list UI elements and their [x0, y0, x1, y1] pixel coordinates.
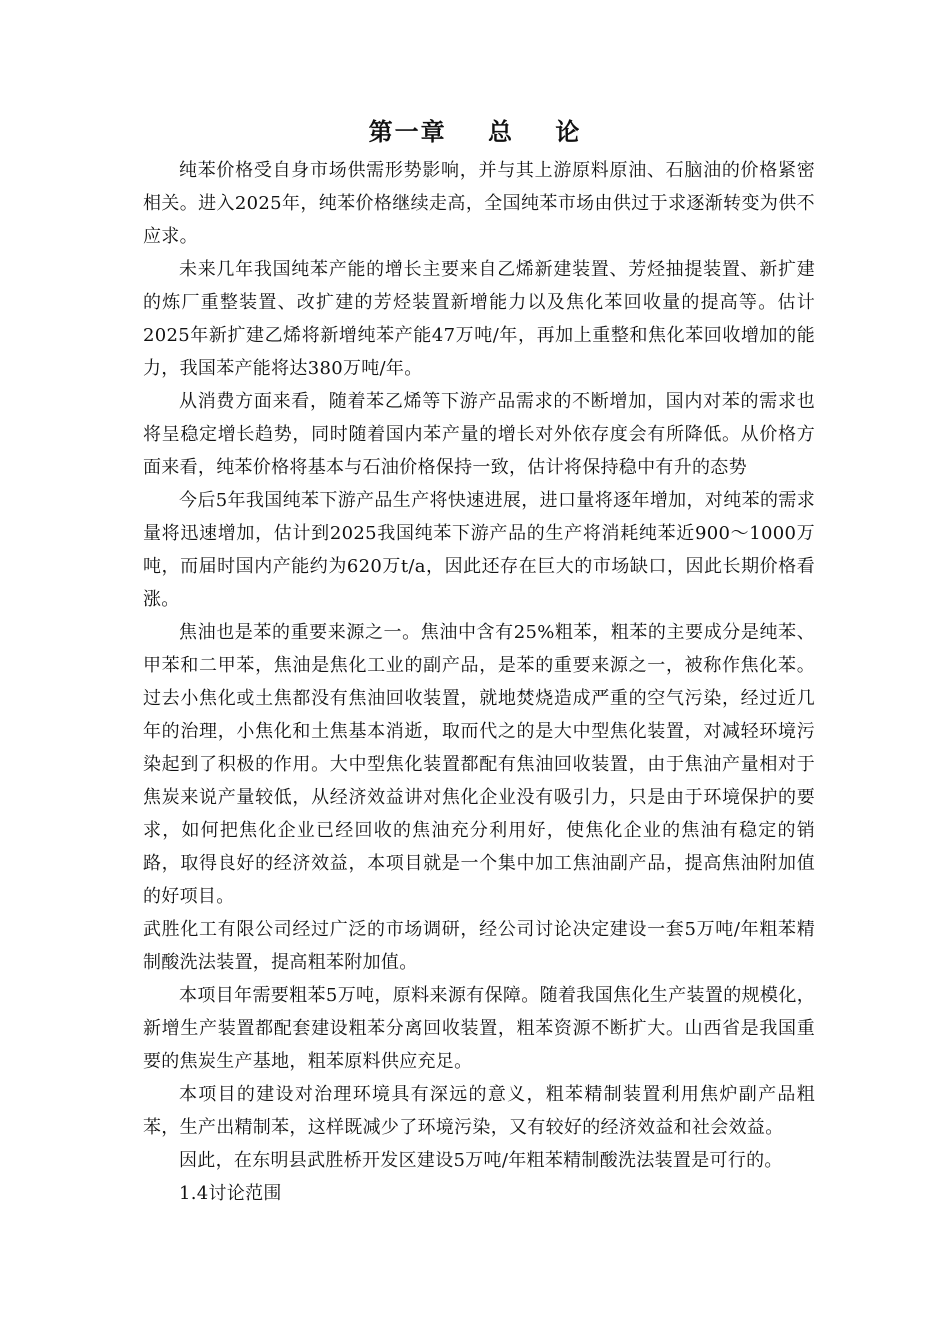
- section-heading: 1.4讨论范围: [179, 1183, 282, 1204]
- paragraph-5: 焦油也是苯的重要来源之一。焦油中含有25%粗苯，粗苯的主要成分是纯苯、甲苯和二甲苯，焦油是焦化工业的副产品，是苯的重要来源之一，被称作焦化苯。过去小焦化或土焦都没有焦油回收装置，就地焚烧造成严重的空气污染，经过近几年的治理，小焦化和土焦基本消逝，取而代之的是大中型焦化装置，对减轻环境污染起到了积极的作用。大中型焦化装置都配有焦油回收装置，由于焦油产量相对于焦炭来说产量较低，从经济效益讲对焦化企业没有吸引力，只是由于环境保护的要求，如何把焦化企业已经回收的焦油充分利用好，使焦化企业的焦油有稳定的销路，取得良好的经济效益，本项目就是一个集中加工焦油副产品，提高焦油附加值的好项目。: [143, 622, 815, 907]
- paragraph-6: 武胜化工有限公司经过广泛的市场调研，经公司讨论决定建设一套5万吨/年粗苯精制酸洗法装置，提高粗苯附加值。: [143, 919, 815, 973]
- paragraph-3: 从消费方面来看，随着苯乙烯等下游产品需求的不断增加，国内对苯的需求也将呈稳定增长趋势，同时随着国内苯产量的增长对外依存度会有所降低。从价格方面来看，纯苯价格将基本与石油价格保持一致，估计将保持稳中有升的态势: [143, 391, 815, 478]
- paragraph-1: 纯苯价格受自身市场供需形势影响，并与其上游原料原油、石脑油的价格紧密相关。进入2025年，纯苯价格继续走高，全国纯苯市场由供过于求逐渐转变为供不应求。: [143, 160, 815, 247]
- chapter-title: 第一章 总 论: [368, 118, 582, 146]
- paragraph-4: 今后5年我国纯苯下游产品生产将快速进展，进口量将逐年增加，对纯苯的需求量将迅速增加，估计到2025我国纯苯下游产品的生产将消耗纯苯近900～1000万吨，而届时国内产能约为620万t/a，因此还存在巨大的市场缺口，因此长期价格看涨。: [143, 490, 815, 610]
- paragraph-7: 本项目年需要粗苯5万吨，原料来源有保障。随着我国焦化生产装置的规模化，新增生产装置都配套建设粗苯分离回收装置，粗苯资源不断扩大。山西省是我国重要的焦炭生产基地，粗苯原料供应充足。: [143, 985, 815, 1072]
- paragraph-8: 本项目的建设对治理环境具有深远的意义，粗苯精制装置利用焦炉副产品粗苯，生产出精制苯，这样既减少了环境污染，又有较好的经济效益和社会效益。: [143, 1084, 815, 1138]
- paragraph-9: 因此，在东明县武胜桥开发区建设5万吨/年粗苯精制酸洗法装置是可行的。: [179, 1150, 783, 1171]
- paragraph-2: 未来几年我国纯苯产能的增长主要来自乙烯新建装置、芳烃抽提装置、新扩建的炼厂重整装置、改扩建的芳烃装置新增能力以及焦化苯回收量的提高等。估计2025年新扩建乙烯将新增纯苯产能47万吨/年，再加上重整和焦化苯回收增加的能力，我国苯产能将达380万吨/年。: [143, 259, 815, 379]
- document-body: [143, 154, 815, 1210]
